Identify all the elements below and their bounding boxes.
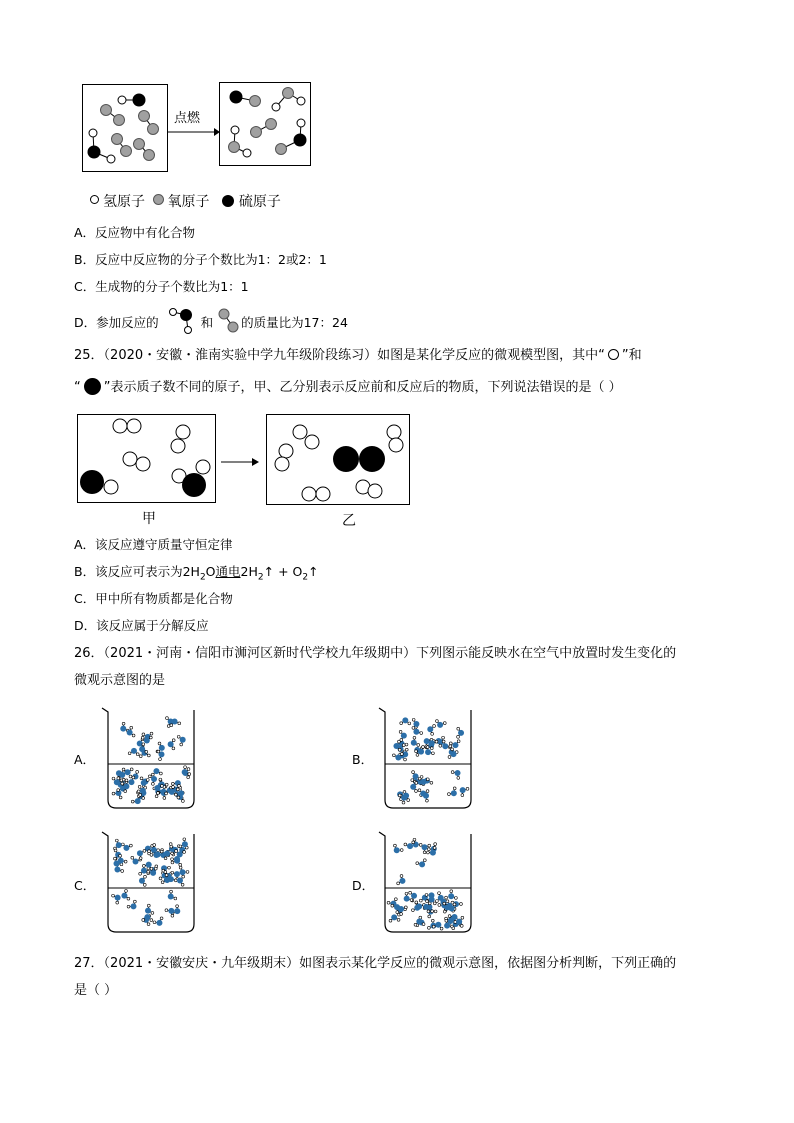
q25-reaction-arrow	[221, 458, 259, 466]
q25-header-quote: “	[74, 380, 81, 395]
q26-label-c: C．	[74, 878, 96, 893]
q24-option-a: A．反应物中有化合物	[74, 225, 196, 240]
legend-oxygen: 氧原子	[167, 194, 210, 210]
q27-header-line1: 27．（2021・安徽安庆・九年级期末）如图表示某化学反应的微观示意图，依据图分析判断，下列正确的	[74, 956, 677, 971]
q25-header-text2: ”表示质子数不同的原子，甲、乙分别表示反应前和反应后的物质，下列说法错误的是（ ）	[103, 380, 622, 395]
q24-legend	[90, 193, 281, 211]
q26-label-d: D．	[352, 878, 375, 893]
q25-b-end: ↑	[308, 564, 319, 579]
beaker-a	[100, 706, 202, 812]
q26-header-line2: 微观示意图的是	[74, 673, 166, 688]
q24-option-d	[74, 314, 348, 332]
h2s-molecule-icon	[166, 305, 200, 335]
q25-after-box	[266, 414, 410, 505]
q26-label-a: A．	[74, 752, 96, 767]
q26-label-b: B．	[352, 752, 374, 767]
q25-b-mid2: 2H	[240, 564, 258, 579]
q25-before-box	[77, 414, 216, 503]
q24-reactant-box	[82, 84, 168, 172]
q25-option-c: C．甲中所有物质都是化合物	[74, 591, 233, 606]
q24-option-b: B．反应中反应物的分子个数比为1：2或2：1	[74, 252, 327, 267]
q25-header-line2	[74, 378, 622, 397]
q25-option-b	[74, 563, 319, 587]
hydrogen-atom-icon	[90, 195, 99, 204]
q25-b-mid1: O	[205, 564, 216, 579]
legend-hydrogen: 氢原子	[103, 194, 145, 210]
q24-product-box	[219, 82, 311, 166]
q25-b-sub3: 2	[302, 572, 309, 583]
legend-sulfur: 硫原子	[238, 194, 281, 210]
q25-header-text1: 25．（2020・安徽・淮南实验中学九年级阶段练习）如图是某化学反应的微观模型图，其中“	[74, 348, 605, 363]
q25-b-pre: B．该反应可表示为2H	[74, 564, 200, 579]
q25-b-condition: 通电	[215, 564, 241, 579]
q24-arrow-label: 点燃	[174, 111, 201, 126]
q24-option-d-mid: 和	[200, 315, 214, 330]
q25-b-mid3: ↑ + O	[263, 564, 303, 579]
q26-header-line1: 26．（2021・河南・信阳市浉河区新时代学校九年级期中）下列图示能反映水在空气中放置时发生变化的	[74, 646, 677, 661]
q25-b-sub2: 2	[257, 572, 264, 583]
q25-header-text1-end: ”和	[621, 348, 642, 363]
q25-header-line1	[74, 347, 642, 365]
sulfur-atom-icon	[222, 195, 234, 207]
q25-b-sub1: 2	[199, 572, 206, 583]
q25-label-after: 乙	[342, 513, 356, 529]
beaker-b	[377, 706, 479, 812]
beaker-d	[377, 830, 479, 936]
o2-molecule-icon	[217, 307, 241, 335]
q24-option-c: C．生成物的分子个数比为1：1	[74, 279, 249, 294]
q25-option-a: A．该反应遵守质量守恒定律	[74, 537, 233, 552]
q27-header-line2: 是（ ）	[74, 983, 118, 998]
hollow-circle-icon	[608, 349, 619, 360]
q25-label-before: 甲	[142, 511, 156, 527]
oxygen-atom-icon	[153, 194, 164, 205]
beaker-c	[100, 830, 202, 936]
q25-option-d: D．该反应属于分解反应	[74, 618, 209, 633]
q24-option-d-suffix: 的质量比为17：24	[241, 315, 348, 330]
black-circle-icon	[84, 378, 101, 395]
q24-option-d-prefix: D．参加反应的	[74, 315, 159, 330]
q24-reaction-arrow	[168, 128, 220, 136]
